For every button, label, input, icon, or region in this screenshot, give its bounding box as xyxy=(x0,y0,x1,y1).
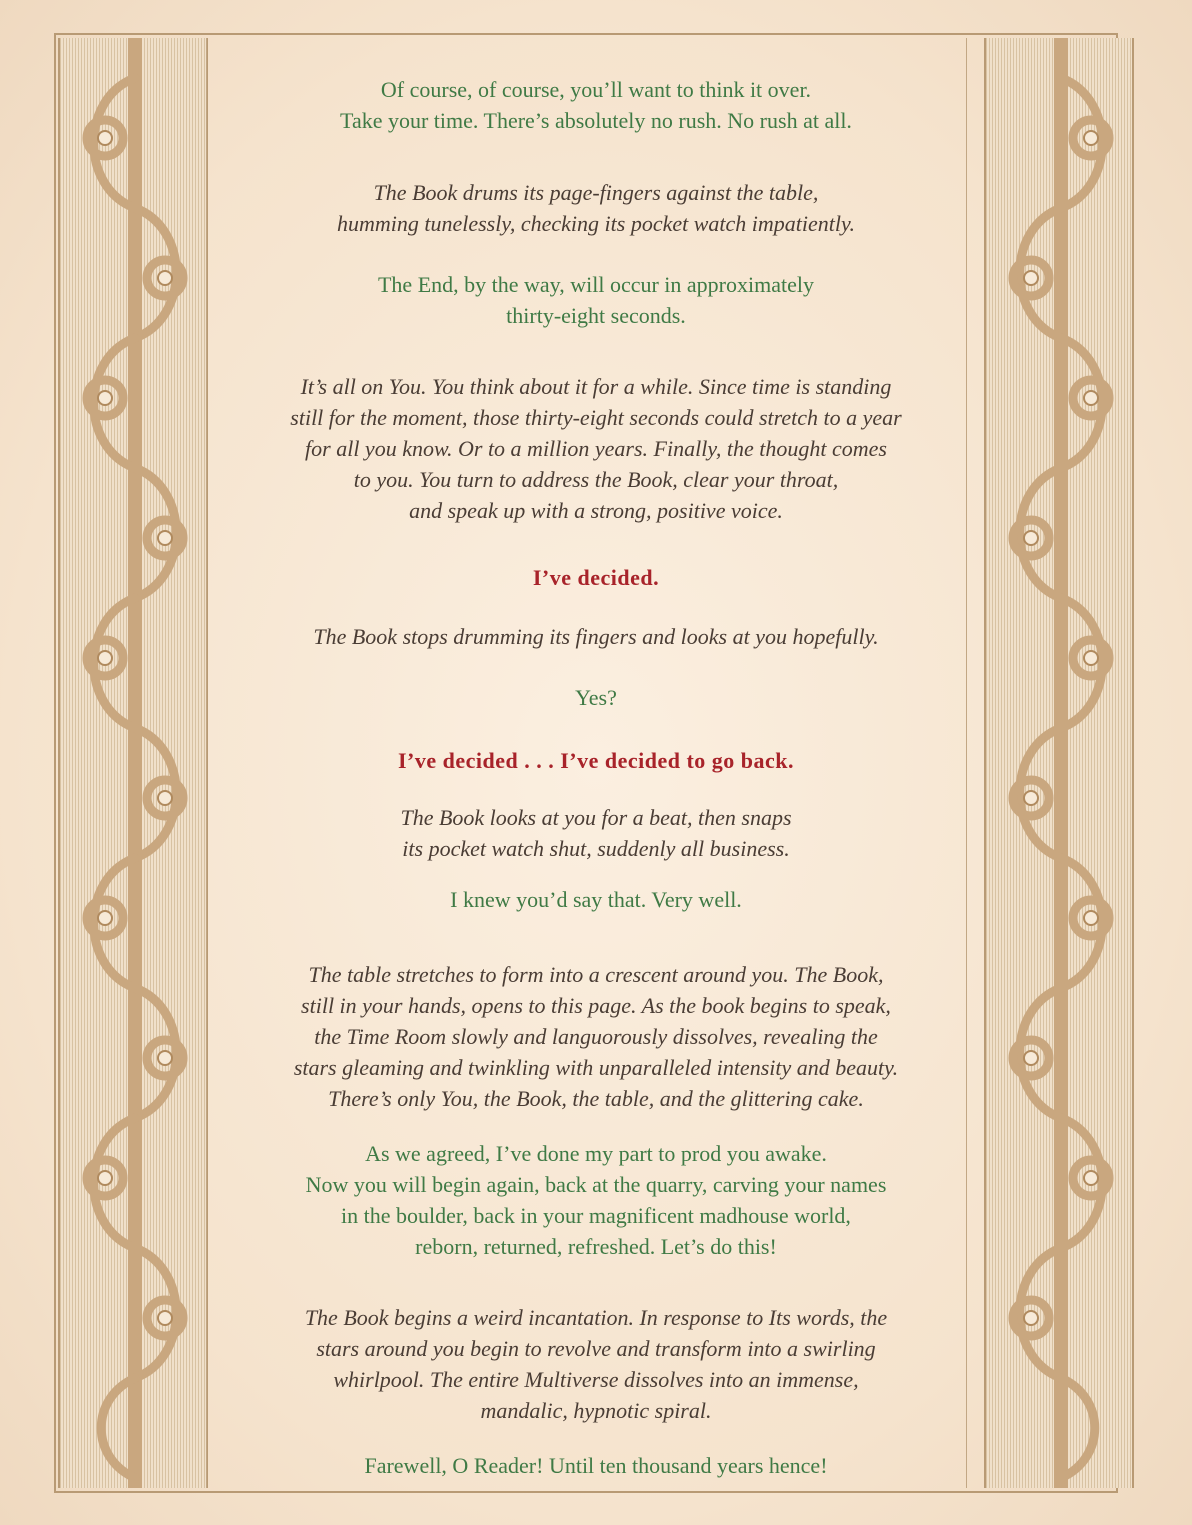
narration-paragraph xyxy=(218,802,974,864)
narration-paragraph xyxy=(218,1302,974,1426)
farewell-line xyxy=(218,1450,974,1481)
text-line: As we agreed, I’ve done my part to prod you awake. xyxy=(365,1141,827,1166)
book-speech-line xyxy=(218,884,974,915)
text-line: whirlpool. The entire Multiverse dissolves into an immense, xyxy=(333,1367,859,1392)
text-line: Take your time. There’s absolutely no rush. No rush at all. xyxy=(340,108,852,133)
reader-speech-line xyxy=(218,562,974,593)
text-line: There’s only You, the Book, the table, and the glittering cake. xyxy=(328,1086,864,1111)
text-line: and speak up with a strong, positive voice. xyxy=(409,498,783,523)
book-speech-paragraph xyxy=(218,269,974,331)
text-line: mandalic, hypnotic spiral. xyxy=(480,1398,712,1423)
narration-paragraph xyxy=(218,621,974,652)
text-line: for all you know. Or to a million years. Finally, the thought comes xyxy=(305,436,887,461)
left-ornamental-border xyxy=(58,38,208,1488)
text-line: I’ve decided . . . I’ve decided to go back. xyxy=(397,748,795,773)
text-line: The Book drums its page-fingers against the table, xyxy=(373,180,819,205)
text-line: Of course, of course, you’ll want to think it over. xyxy=(380,77,812,102)
text-line: in the boulder, back in your magnificent madhouse world, xyxy=(341,1203,851,1228)
text-line: It’s all on You. You think about it for a while. Since time is standing xyxy=(300,374,892,399)
text-line: the Time Room slowly and languorously dissolves, revealing the xyxy=(314,1024,878,1049)
left-rule-line xyxy=(206,38,207,1488)
book-speech-line xyxy=(218,682,974,713)
text-line: The Book looks at you for a beat, then snaps xyxy=(400,805,792,830)
text-line: The End, by the way, will occur in approximately xyxy=(377,272,814,297)
text-line: stars gleaming and twinkling with unparalleled intensity and beauty. xyxy=(293,1055,899,1080)
text-line: its pocket watch shut, suddenly all business. xyxy=(402,836,790,861)
text-line: I’ve decided. xyxy=(532,565,660,590)
narration-paragraph xyxy=(218,177,974,239)
text-line: The table stretches to form into a crescent around you. The Book, xyxy=(308,962,884,987)
text-line: The Book begins a weird incantation. In response to Its words, the xyxy=(304,1305,888,1330)
text-line: stars around you begin to revolve and transform into a swirling xyxy=(316,1336,876,1361)
book-speech-paragraph xyxy=(218,74,974,136)
text-line: humming tunelessly, checking its pocket watch impatiently. xyxy=(336,211,856,236)
narration-paragraph xyxy=(218,959,974,1114)
reader-speech-line xyxy=(218,745,974,776)
narration-paragraph xyxy=(218,371,974,526)
text-line: The Book stops drumming its fingers and looks at you hopefully. xyxy=(313,624,879,649)
text-line: Farewell, O Reader! Until ten thousand years hence! xyxy=(364,1453,828,1478)
left-scroll-ornament-icon xyxy=(60,38,208,1488)
text-line: to you. You turn to address the Book, clear your throat, xyxy=(353,467,839,492)
text-line: still for the moment, those thirty-eight seconds could stretch to a year xyxy=(290,405,902,430)
text-line: still in your hands, opens to this page. As the book begins to speak, xyxy=(301,993,891,1018)
right-ornamental-border xyxy=(984,38,1134,1488)
page-text xyxy=(218,60,974,1481)
text-line: I knew you’d say that. Very well. xyxy=(450,887,742,912)
text-line: reborn, returned, refreshed. Let’s do this! xyxy=(415,1234,777,1259)
text-line: Yes? xyxy=(575,685,617,710)
right-scroll-ornament-icon xyxy=(986,38,1134,1488)
text-line: Now you will begin again, back at the quarry, carving your names xyxy=(305,1172,887,1197)
text-line: thirty-eight seconds. xyxy=(506,303,686,328)
book-speech-paragraph xyxy=(218,1138,974,1262)
